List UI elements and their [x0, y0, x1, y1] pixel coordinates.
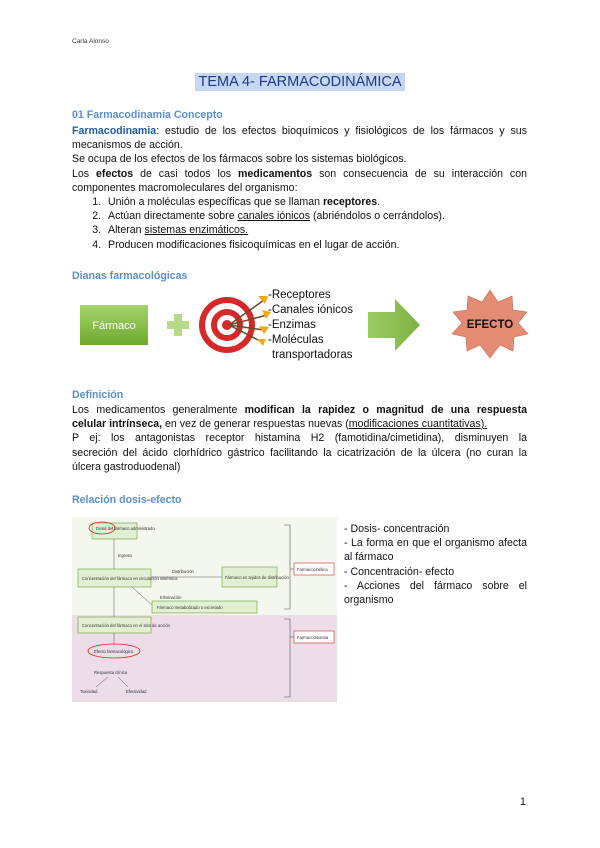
text-underline: sistemas enzimáticos. — [144, 224, 249, 237]
definicion-line-1 — [72, 403, 527, 417]
target-transportadoras: transportadoras — [272, 349, 353, 361]
target-moleculas: -Moléculas — [268, 334, 324, 346]
page-number: 1 — [520, 796, 526, 808]
definition-text: : estudio de los efectos bioquímicos y fisiológicos de los fármacos y sus — [156, 125, 527, 137]
text-fragment: Actúan directamente sobre — [108, 210, 238, 223]
page-title-text: TEMA 4- FARMACODINÁMICA — [195, 73, 404, 91]
concept-line-3 — [72, 167, 527, 181]
plus-icon — [167, 314, 189, 336]
section-heading-definicion: Definición — [72, 389, 124, 401]
concept-line-4: componentes macromoleculares del organismo: — [72, 181, 298, 194]
text-fragment: Unión a moléculas específicas que se llaman — [108, 196, 323, 209]
text-bold: receptores — [322, 196, 378, 209]
note-2: - La forma en que el organismo afecta al fármaco — [344, 537, 527, 564]
label-tejidos: Fármaco en tejidos de distribución — [225, 575, 289, 580]
text-bold: efectos — [96, 167, 134, 180]
target-icon — [199, 297, 255, 353]
text-fragment: (abriéndolos o cerrándolos). — [310, 210, 445, 223]
text-fragment: de casi todos los — [133, 167, 238, 180]
definition-term: Farmacodinamia — [72, 125, 157, 137]
list-item — [104, 238, 527, 252]
label-metabolizado: Fármaco metabolizado o excretado — [157, 605, 223, 610]
label-concentracion-accion: Concentración del fármaco en el sitio de acción — [82, 623, 170, 628]
mechanism-list — [72, 195, 527, 252]
definicion-body — [72, 403, 527, 474]
text-fragment: Alteran — [108, 224, 145, 237]
section-heading-dianas: Dianas farmacológicas — [72, 270, 188, 282]
text-underline: modificaciones cuantitativas — [348, 418, 481, 431]
text-fragment: . — [377, 196, 381, 209]
arrow-right-icon — [368, 299, 420, 351]
page-title — [0, 74, 600, 90]
definition-line-2: mecanismos de acción. — [72, 139, 183, 152]
text-bold: celular intrínseca, — [72, 418, 163, 431]
label-eliminacion: Eliminación — [160, 595, 182, 600]
definicion-line-5: úlcera gastroduodenal) — [72, 460, 181, 473]
note-1: - Dosis- concentración — [344, 523, 450, 535]
label-farmacodinamia: Farmacodinamia — [297, 635, 329, 640]
concept-line-2: Se ocupa de los efectos de los fármacos sobre los sistemas biológicos. — [72, 153, 407, 166]
dosis-efecto-diagram — [72, 517, 337, 702]
relacion-notes — [344, 522, 527, 607]
label-respuesta-clinica: Respuesta clínica — [94, 670, 128, 675]
label-toxicidad: Toxicidad — [80, 689, 98, 694]
text-bold: modifican la rapidez o magnitud de una respuesta — [244, 404, 527, 416]
text-fragment: son consecuencia de su interacción con — [312, 167, 528, 180]
text-fragment: Los medicamentos generalmente — [72, 404, 245, 416]
label-concentracion-circulacion: Concentración del fármaco en circulación sistémica — [82, 576, 178, 581]
list-item — [104, 209, 527, 223]
text-fragment: Los — [72, 167, 97, 180]
text-bold: medicamentos — [237, 167, 313, 180]
definition-line-1 — [72, 124, 527, 138]
list-item — [104, 223, 527, 237]
definicion-line-2 — [72, 417, 527, 431]
definicion-line-4: secreción del ácido clorhídrico gástrico facilitando la cicatrización de la úlcera (no curan la — [72, 446, 527, 459]
label-ingreso: Ingreso — [118, 553, 132, 558]
label-farmacocinetica: Farmacocinética — [297, 567, 328, 572]
section-concepto-body — [72, 124, 527, 252]
note-4: - Acciones del fármaco sobre el organismo — [344, 579, 527, 607]
text-underline: ). — [480, 418, 488, 431]
target-canales: -Canales iónicos — [268, 304, 354, 316]
definicion-line-3: P ej: los antagonistas receptor histamina H2 (famotidina/cimetidina), disminuyen la — [72, 432, 527, 445]
text-fragment: en vez de generar respuestas nuevas ( — [162, 418, 349, 431]
label-distribucion: Distribución — [172, 569, 194, 574]
dianas-diagram — [72, 282, 537, 372]
section-heading-relacion: Relación dosis-efecto — [72, 494, 182, 506]
text-fragment: Producen modificaciones fisicoquímicas en el lugar de acción. — [108, 238, 400, 251]
note-3: - Concentración- efecto — [344, 565, 455, 578]
target-enzimas: -Enzimas — [268, 319, 316, 331]
text-underline: canales iónicos — [237, 210, 310, 223]
label-dosis: Dosis del fármaco administrado — [96, 526, 155, 531]
target-receptores: -Receptores — [268, 289, 331, 301]
efecto-label: EFECTO — [466, 319, 514, 331]
label-efecto-farmacologico: Efecto farmacológico — [94, 649, 134, 654]
label-efectividad: Efectividad — [126, 689, 147, 694]
section-heading-concepto: 01 Farmacodinamia Concepto — [72, 109, 223, 121]
targets-list — [268, 289, 356, 361]
author-name: Carla Alonso — [72, 38, 109, 45]
list-item — [104, 195, 527, 209]
farmaco-label: Fármaco — [92, 320, 136, 332]
